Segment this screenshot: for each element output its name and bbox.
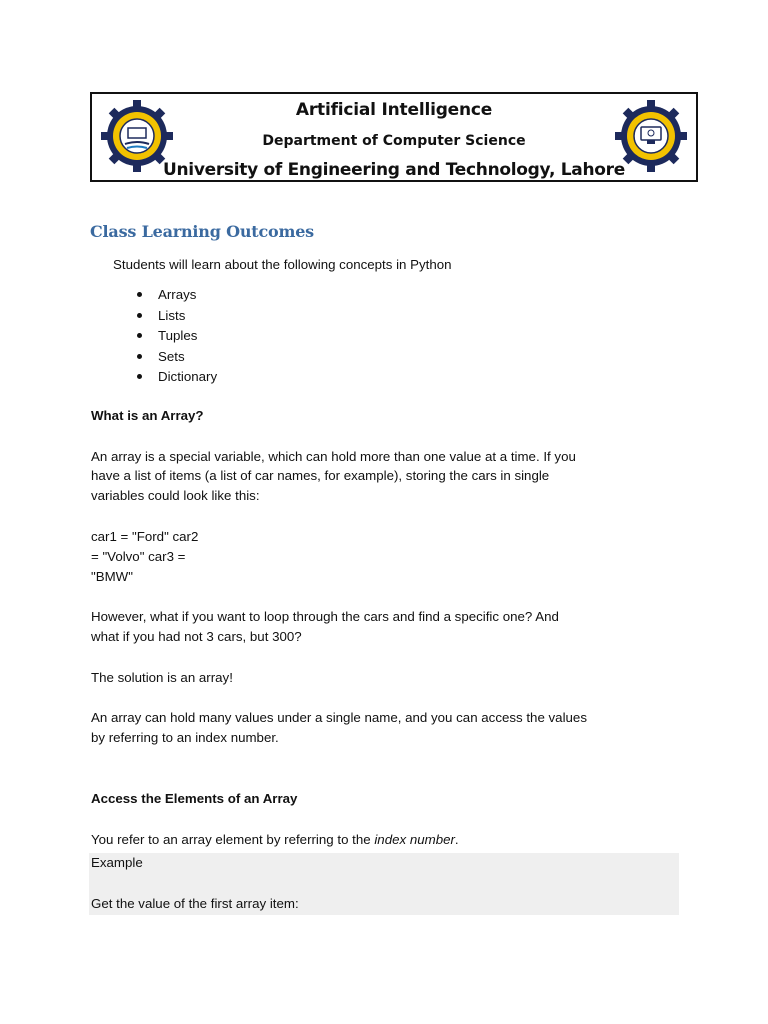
array-para4-line1: An array can hold many values under a single name, and you can access the values xyxy=(91,710,587,725)
list-item xyxy=(135,326,217,347)
university-name: University of Engineering and Technology, Lahore xyxy=(163,160,625,180)
department-name: Department of Computer Science xyxy=(262,133,526,149)
code-line-3: "BMW" xyxy=(91,569,133,584)
list-item-label: Tuples xyxy=(158,328,198,343)
course-title: Artificial Intelligence xyxy=(295,100,493,120)
array-para2-line1: However, what if you want to loop through the cars and find a specific one? And xyxy=(91,609,559,624)
code-line-2: = "Volvo" car3 = xyxy=(91,549,186,564)
list-item-label: Arrays xyxy=(158,287,197,302)
concepts-list xyxy=(135,285,217,388)
access-text-after: . xyxy=(454,832,459,847)
heading-access-elements: Access the Elements of an Array xyxy=(91,791,298,806)
array-para1-line2: have a list of items (a list of car names, for example), storing the cars in single xyxy=(91,468,550,483)
example-text: Get the value of the first array item: xyxy=(91,896,299,911)
list-item xyxy=(135,306,217,327)
array-para1-line3: variables could look like this: xyxy=(91,488,260,503)
array-para4-line2: by referring to an index number. xyxy=(91,730,279,745)
bullet-icon xyxy=(137,374,142,379)
list-item xyxy=(135,285,217,306)
list-item xyxy=(135,367,217,388)
outcomes-intro: Students will learn about the following concepts in Python xyxy=(113,257,452,272)
department-seal-logo-icon xyxy=(615,100,687,172)
document-header xyxy=(90,92,698,182)
example-label: Example xyxy=(91,855,143,870)
section-heading-learning-outcomes: Class Learning Outcomes xyxy=(90,222,314,241)
bullet-icon xyxy=(137,354,142,359)
array-para3: The solution is an array! xyxy=(91,670,233,685)
bullet-icon xyxy=(137,313,142,318)
list-item-label: Lists xyxy=(158,307,186,323)
heading-what-is-array: What is an Array? xyxy=(91,408,204,423)
access-text-italic: index number xyxy=(374,832,455,847)
array-para2-line2: what if you had not 3 cars, but 300? xyxy=(91,629,302,644)
bullet-icon xyxy=(137,292,142,297)
bullet-icon xyxy=(137,333,142,338)
access-intro xyxy=(91,830,459,850)
list-item-label: Dictionary xyxy=(158,369,218,384)
list-item xyxy=(135,347,217,368)
example-box xyxy=(89,853,679,915)
code-line-1: car1 = "Ford" car2 xyxy=(91,529,199,544)
access-text-before: You refer to an array element by referring to the xyxy=(91,832,375,847)
array-para1-line1: An array is a special variable, which can hold more than one value at a time. If you xyxy=(91,449,576,464)
list-item-label: Sets xyxy=(158,348,185,364)
